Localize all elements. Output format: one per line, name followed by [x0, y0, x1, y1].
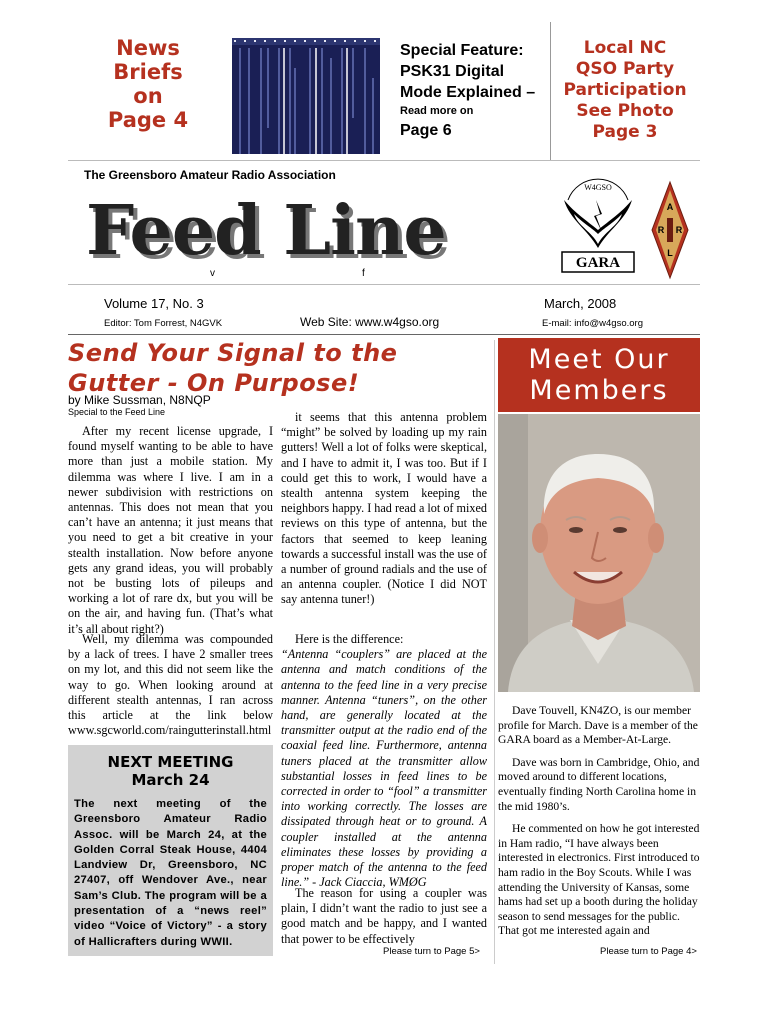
article-paragraph: The reason for using a coupler was plain, I didn’t want the radio to just see a good match and be happy, and I wanted that power to be effectively	[281, 886, 487, 946]
wings-with-lightning-icon	[558, 170, 638, 278]
article-paragraph-lead: Here is the difference:	[295, 632, 404, 646]
special-feature-read-more: Read more on	[400, 105, 474, 117]
association-name: The Greensboro Amateur Radio Association	[84, 168, 336, 182]
newsletter-title: Feed Line	[86, 191, 446, 271]
article-headline	[68, 338, 488, 398]
svg-text:L: L	[667, 248, 673, 258]
headline-line1: Send Your Signal to the	[68, 339, 398, 367]
next-meeting-details: The next meeting of the Greensboro Amateur Radio Assoc. will be March 24, at the Golden Corral Steak House, 4404 Landview Dr, Greensboro, NC 27407, off Wendover Ave., near Sam’s Club. The program will be a presentation of a “news reel” video “Voice of Victory” - a story of Hallicrafters during WWII.	[74, 798, 267, 948]
svg-text:A: A	[666, 202, 674, 212]
next-meeting-heading: NEXT MEETING	[107, 753, 234, 771]
local-nc-line2: QSO Party	[575, 59, 675, 79]
news-briefs-line2: Briefs	[113, 60, 183, 84]
local-nc-line1: Local NC	[583, 38, 667, 58]
volume-number: Volume 17, No. 3	[104, 296, 204, 311]
members-paragraph: He commented on how he got interested in Ham radio, “I have always been interested in electronics. First introduced to ham radio in the Boy Scouts. While I was attending the University of Kansas, some hams had set up a booth during the holiday season to send messages for the public. That got me interested again and	[498, 822, 700, 938]
special-feature-line1: Special Feature:	[400, 42, 524, 59]
news-briefs-teaser[interactable]	[88, 36, 208, 132]
local-nc-line5: Page 3	[592, 122, 658, 142]
article-column-1b	[68, 632, 273, 738]
members-continued-link[interactable]: Please turn to Page 4>	[600, 946, 697, 957]
logo-arc-text: W4GSO	[584, 183, 612, 192]
logo-gara-text: GARA	[575, 255, 621, 271]
members-paragraph: Dave Touvell, KN4ZO, is our member profile for March. Dave is a member of the GARA board as a Member-At-Large.	[498, 704, 698, 747]
website-link[interactable]: Web Site: www.w4gso.org	[300, 315, 440, 329]
news-briefs-line4: Page 4	[107, 108, 189, 132]
member-photo	[498, 414, 700, 692]
article-column-2	[281, 410, 487, 608]
psk31-waterfall-image	[232, 38, 380, 154]
article-column-1	[68, 424, 273, 637]
local-nc-teaser[interactable]	[560, 38, 690, 143]
next-meeting-title	[74, 753, 267, 789]
article-source: Special to the Feed Line	[68, 407, 166, 417]
members-title-line1: Meet Our	[528, 344, 670, 375]
members-paragraph: Dave was born in Cambridge, Ohio, and moved around to different locations, eventually finding North Carolina home in the mid 1980’s.	[498, 755, 700, 813]
next-meeting-date: March 24	[131, 771, 210, 789]
article-paragraph: Well, my dilemma was compounded by a lack of trees. I have 2 smaller trees on my lot, and this did not seem like the way to go. When looking around at different stealth antennas, I ran across this article at the link below www.sgcworld.com/raingutterinstall.html	[68, 632, 273, 738]
email-link[interactable]: E-mail: info@w4gso.org	[542, 318, 643, 329]
svg-text:R: R	[675, 225, 683, 235]
local-nc-line4: See Photo	[576, 101, 674, 121]
article-quote: “Antenna “couplers” are placed at the antenna and match conditions of the antenna to the feed line in a very precise manner. Antenna “tuners”, on the other hand, are generally located at the transmitter output at the radio end of the coaxial feed line. Furthermore, antenna tuners placed at the transmitter allow substantial losses in feed lines to be corrected in order to “fool” a transmitter into working correctly. The losses are dissipated through heat or to ground. A coupler installed at the antenna eliminates these losses by providing a proper match of the antenna to the feed line.” - Jack Ciaccia, WMØG	[281, 647, 487, 890]
article-byline: by Mike Sussman, N8NQP	[68, 393, 211, 407]
article-column-2b	[281, 632, 487, 890]
local-nc-line3: Participation	[563, 80, 687, 100]
arrl-diamond-icon	[650, 180, 690, 280]
special-feature-line3: Mode Explained –	[400, 84, 536, 101]
article-continued-link[interactable]: Please turn to Page 5>	[383, 946, 480, 957]
article-paragraph: it seems that this antenna problem “might” be solved by loading up my rain gutters! Well a lot of folks were skeptical, and I have to admit it, I was too. But if I could get this to work, I would have a stealth antenna system keeping the neighbors happy. I had read a lot of mixed reviews on this type of antenna, but the factors that seemed to keep leaning towards a successful install was the use of a number of ground radials and the use of an antenna coupler. (Notice I did NOT say antenna tuner!)	[281, 410, 487, 607]
editor-credit: Editor: Tom Forrest, N4GVK	[104, 318, 223, 329]
header-rule	[68, 160, 700, 161]
article-paragraph: After my recent license upgrade, I found myself wanting to be able to have more than just a mobile station. My dilemma was where I live. I am in a newer subdivision with restrictions on antennas. This does not mean that you can’t have an antenna; it just means that you need to get a bit creative in your stealth installation. Now before anyone gets any grand ideas, you will probably not be busting lots of pileups and working a lot of rare dx, but you will be on the air, and having fun. (That’s what it’s all about right?)	[68, 424, 273, 636]
special-feature-page: Page 6	[400, 122, 452, 139]
next-meeting-box	[68, 745, 273, 956]
members-column	[498, 704, 700, 939]
svg-text:R: R	[657, 225, 665, 235]
issue-date: March, 2008	[544, 296, 617, 311]
column-divider	[494, 340, 495, 964]
article-column-2c	[281, 886, 487, 947]
members-title	[498, 344, 700, 406]
special-feature-teaser[interactable]	[400, 40, 540, 143]
masthead-marker-v: v	[210, 268, 215, 279]
headline-line2: Gutter - On Purpose!	[68, 369, 360, 397]
news-briefs-line3: on	[133, 84, 163, 108]
masthead-rule	[68, 284, 700, 285]
info-rule	[68, 334, 700, 335]
masthead-marker-f: f	[362, 268, 365, 279]
news-briefs-line1: News	[116, 36, 180, 60]
members-title-line2: Members	[529, 375, 669, 406]
special-feature-line2: PSK31 Digital	[400, 63, 505, 80]
teaser-divider	[550, 22, 551, 160]
